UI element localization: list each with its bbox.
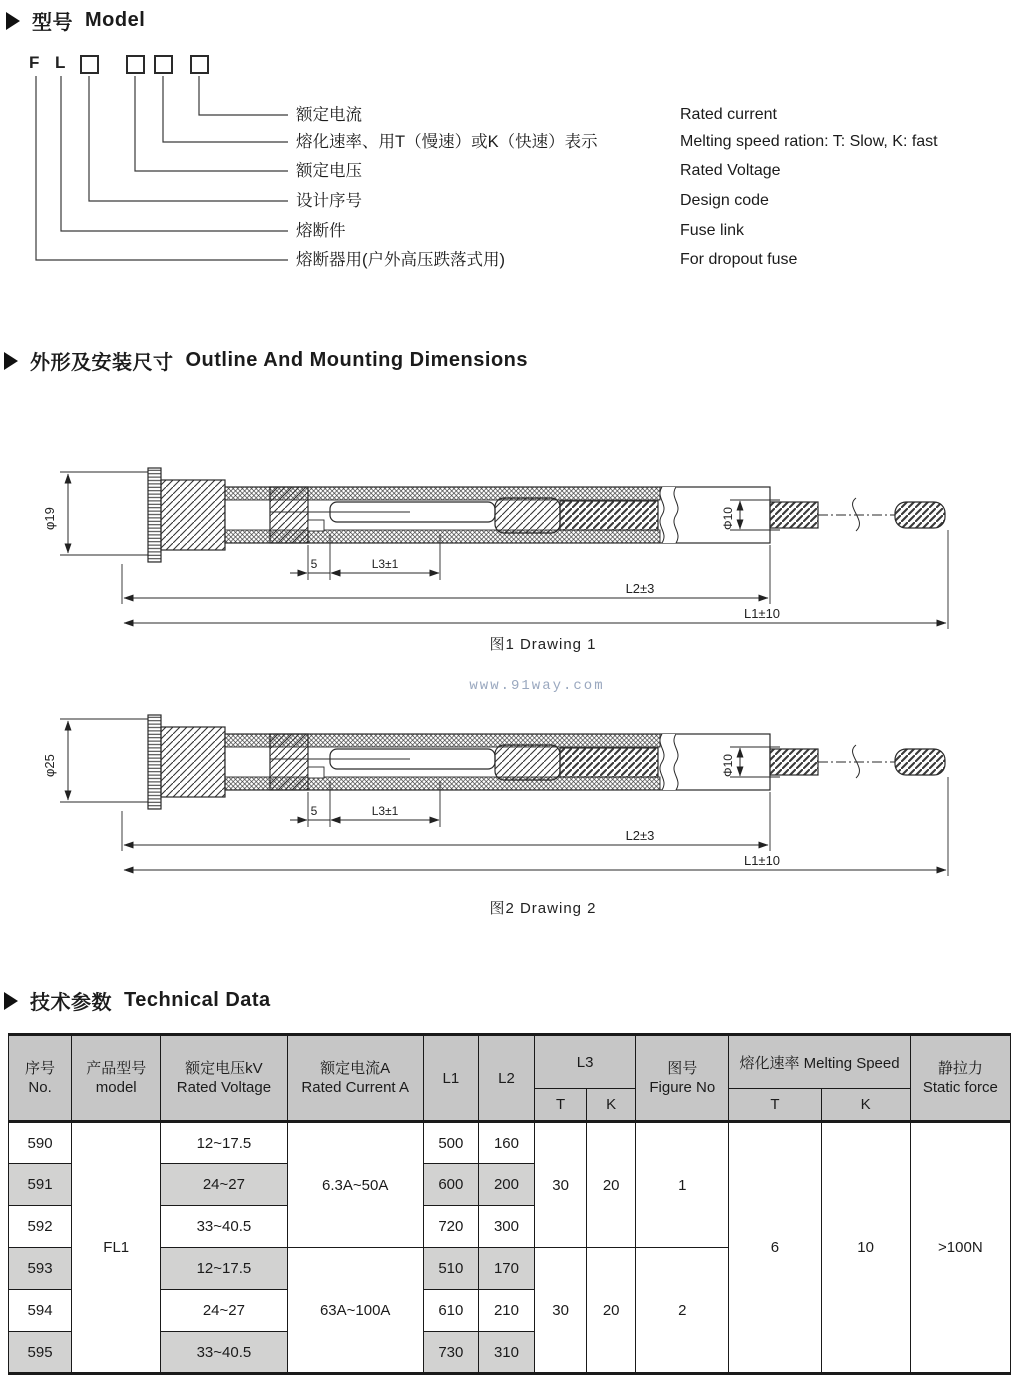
cell-voltage: 12~17.5 (161, 1248, 287, 1290)
model-label-zh: 额定电流 (296, 106, 362, 124)
cell-l2: 200 (478, 1164, 534, 1206)
cell-melting-t: 6 (729, 1122, 821, 1374)
section-title-zh: 型号 (32, 12, 73, 34)
col-header-static-force (910, 1035, 1010, 1122)
model-label-en: Fuse link (680, 222, 745, 239)
col-header-melting-speed: 熔化速率 Melting Speed (729, 1035, 910, 1089)
cell-no: 591 (9, 1164, 72, 1206)
cell-voltage: 12~17.5 (161, 1122, 287, 1164)
cell-current: 63A~100A (287, 1248, 423, 1374)
header-en: No. (28, 1079, 52, 1096)
subheader-l3-k: K (587, 1089, 636, 1122)
model-connector-lines (0, 70, 300, 270)
cell-static-force: >100N (910, 1122, 1010, 1374)
col-header-model (72, 1035, 161, 1122)
dim-tail-diameter-label: Φ10 (721, 507, 735, 530)
cell-l1: 720 (423, 1206, 478, 1248)
header-zh: 图号 (667, 1059, 698, 1077)
cell-l3-k: 20 (587, 1248, 636, 1374)
drawing-1-caption: 图1 Drawing 1 (489, 636, 597, 653)
header-zh: 额定电流A (320, 1059, 391, 1077)
dim-diameter-label: φ25 (42, 754, 57, 777)
cell-l3-t: 30 (535, 1122, 587, 1248)
section-title-zh: 技术参数 (30, 992, 112, 1014)
header-zh: 序号 (25, 1059, 56, 1077)
header-en: Static force (922, 1079, 998, 1096)
cell-l1: 500 (423, 1122, 478, 1164)
cell-no: 595 (9, 1332, 72, 1374)
header-en: Rated Voltage (176, 1079, 272, 1096)
watermark: www.91way.com (469, 678, 605, 694)
dim-l1-label: L1±10 (743, 853, 781, 868)
col-header-figure (636, 1035, 729, 1122)
header-en: Rated Current A (301, 1079, 409, 1096)
model-code-letter-l: L (55, 53, 66, 72)
cell-figure: 2 (636, 1248, 729, 1374)
cell-l3-k: 20 (587, 1122, 636, 1248)
section-title-en: Outline And Mounting Dimensions (185, 349, 529, 371)
cell-l2: 160 (478, 1122, 534, 1164)
dim-l3-label: L3±1 (371, 557, 399, 571)
section-title-technical (4, 986, 271, 1015)
drawing-2-caption: 图2 Drawing 2 (489, 900, 597, 917)
section-title-en: Technical Data (124, 989, 271, 1011)
header-zh: 产品型号 (86, 1059, 147, 1077)
cell-figure: 1 (636, 1122, 729, 1248)
header-en: Figure No (649, 1079, 716, 1096)
section-title-outline (4, 346, 528, 375)
dim-l1-label: L1±10 (743, 606, 781, 621)
cell-model: FL1 (72, 1122, 161, 1374)
fuse-drawing-1 (40, 438, 1019, 653)
cell-l2: 210 (478, 1290, 534, 1332)
cell-l2: 300 (478, 1206, 534, 1248)
subheader-l3-t: T (535, 1089, 587, 1122)
model-label-zh: 熔断器用(户外高压跌落式用) (296, 251, 505, 269)
cell-no: 594 (9, 1290, 72, 1332)
header-zh: 静拉力 (937, 1059, 983, 1077)
model-label-en: Melting speed ration: T: Slow, K: fast (680, 133, 938, 150)
cell-no: 590 (9, 1122, 72, 1164)
model-label-zh: 额定电压 (296, 162, 362, 180)
cell-voltage: 33~40.5 (161, 1206, 287, 1248)
col-header-l3: L3 (535, 1035, 636, 1089)
model-label-zh: 熔化速率、用T（慢速）或K（快速）表示 (296, 133, 598, 151)
cell-no: 592 (9, 1206, 72, 1248)
header-zh: 额定电压kV (185, 1059, 263, 1077)
dim-5-label: 5 (310, 557, 318, 571)
dim-diameter-label: φ19 (42, 507, 57, 530)
section-title-zh: 外形及安装尺寸 (30, 352, 174, 374)
col-header-voltage (161, 1035, 287, 1122)
cell-l3-t: 30 (535, 1248, 587, 1374)
cell-l1: 610 (423, 1290, 478, 1332)
model-code-letter-f: F (29, 53, 40, 72)
section-marker-icon (6, 12, 20, 30)
cell-l1: 730 (423, 1332, 478, 1374)
technical-data-table (8, 1033, 1011, 1375)
cell-current: 6.3A~50A (287, 1122, 423, 1248)
subheader-melting-t: T (729, 1089, 821, 1122)
model-label-zh: 熔断件 (296, 222, 346, 240)
cell-l1: 510 (423, 1248, 478, 1290)
cell-melting-k: 10 (821, 1122, 910, 1374)
section-marker-icon (4, 352, 18, 370)
table-row (9, 1122, 1011, 1164)
fuse-drawing-2 (40, 685, 1019, 900)
model-label-en: Rated Voltage (680, 162, 781, 179)
cell-l1: 600 (423, 1164, 478, 1206)
dim-tail-diameter-label: Φ10 (721, 754, 735, 777)
model-label-en: For dropout fuse (680, 251, 798, 268)
header-en: model (95, 1079, 137, 1096)
cell-no: 593 (9, 1248, 72, 1290)
cell-l2: 310 (478, 1332, 534, 1374)
dim-5-label: 5 (310, 804, 318, 818)
dim-l2-label: L2±3 (625, 581, 655, 596)
cell-l2: 170 (478, 1248, 534, 1290)
col-header-no (9, 1035, 72, 1122)
section-title-en: Model (85, 9, 146, 31)
dim-l3-label: L3±1 (371, 804, 399, 818)
col-header-l2: L2 (478, 1035, 534, 1122)
col-header-l1: L1 (423, 1035, 478, 1122)
section-title-model (6, 6, 145, 35)
model-label-en: Design code (680, 192, 769, 209)
dim-l2-label: L2±3 (625, 828, 655, 843)
subheader-melting-k: K (821, 1089, 910, 1122)
col-header-current (287, 1035, 423, 1122)
model-label-zh: 设计序号 (296, 192, 362, 210)
cell-voltage: 24~27 (161, 1164, 287, 1206)
cell-voltage: 24~27 (161, 1290, 287, 1332)
section-marker-icon (4, 992, 18, 1010)
model-label-en: Rated current (680, 106, 777, 123)
cell-voltage: 33~40.5 (161, 1332, 287, 1374)
